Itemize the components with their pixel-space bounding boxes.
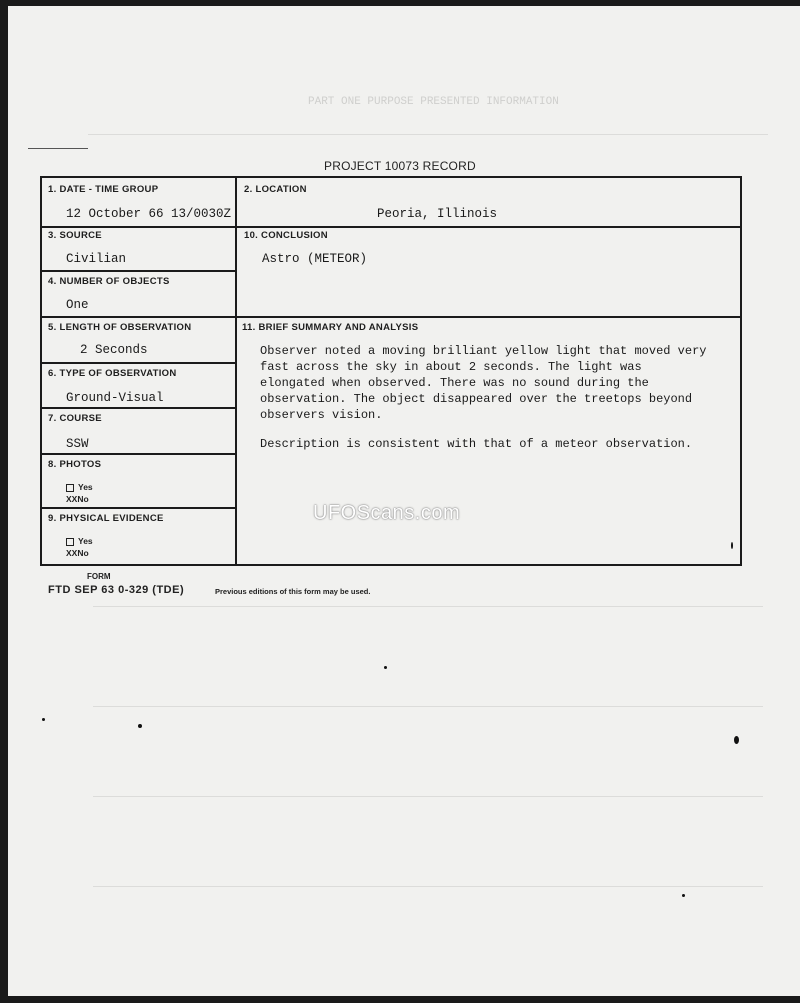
row-divider bbox=[42, 407, 235, 409]
length-of-observation-label: 5. LENGTH OF OBSERVATION bbox=[48, 322, 192, 333]
document-page bbox=[8, 6, 800, 996]
photos-yes-option: Yes bbox=[66, 482, 93, 492]
row-divider bbox=[42, 453, 235, 455]
row-divider bbox=[42, 270, 235, 272]
type-of-observation-label: 6. TYPE OF OBSERVATION bbox=[48, 368, 177, 379]
footer-note: Previous editions of this form may be used. bbox=[215, 587, 371, 596]
edge-mark bbox=[28, 148, 88, 149]
physical-evidence-yes-option: Yes bbox=[66, 536, 93, 546]
type-of-observation-value: Ground-Visual bbox=[66, 391, 164, 405]
ink-speck bbox=[682, 894, 685, 897]
bleed-through-line bbox=[93, 886, 763, 887]
ink-speck bbox=[734, 736, 739, 744]
summary-line: observers vision. bbox=[260, 408, 383, 422]
brief-summary-text bbox=[260, 343, 742, 423]
source-value: Civilian bbox=[66, 252, 127, 266]
location-value: Peoria, Illinois bbox=[377, 207, 498, 221]
footer-form-label: FORM bbox=[87, 572, 111, 581]
row-divider bbox=[42, 507, 235, 509]
ink-speck bbox=[731, 542, 733, 549]
bleed-through-line bbox=[93, 606, 763, 607]
checkbox-icon bbox=[66, 538, 74, 546]
photos-no-option: XXNo bbox=[66, 494, 89, 504]
location-label: 2. LOCATION bbox=[244, 184, 307, 195]
bleed-through-heading: PART ONE PURPOSE PRESENTED INFORMATION bbox=[308, 96, 559, 108]
ink-speck bbox=[384, 666, 387, 669]
typed-x-mark: XX bbox=[66, 548, 78, 558]
photos-label: 8. PHOTOS bbox=[48, 459, 102, 470]
row-divider bbox=[42, 316, 740, 318]
summary-line: elongated when observed. There was no sound during the bbox=[260, 376, 649, 390]
number-of-objects-label: 4. NUMBER OF OBJECTS bbox=[48, 276, 170, 287]
summary-line: observation. The object disappeared over the treetops beyond bbox=[260, 392, 693, 406]
number-of-objects-value: One bbox=[66, 298, 89, 312]
ink-speck bbox=[138, 724, 142, 728]
conclusion-label: 10. CONCLUSION bbox=[244, 230, 328, 241]
brief-summary-label: 11. BRIEF SUMMARY AND ANALYSIS bbox=[242, 322, 419, 333]
bleed-through-line bbox=[93, 706, 763, 707]
form-title: PROJECT 10073 RECORD bbox=[324, 159, 476, 173]
bleed-through-line bbox=[93, 796, 763, 797]
conclusion-value: Astro (METEOR) bbox=[262, 252, 368, 266]
bleed-through-line bbox=[88, 134, 768, 135]
date-time-group-label: 1. DATE - TIME GROUP bbox=[48, 184, 159, 195]
analysis-description: Description is consistent with that of a meteor observation. bbox=[260, 437, 693, 451]
length-of-observation-value: 2 Seconds bbox=[80, 343, 148, 357]
checkbox-icon bbox=[66, 484, 74, 492]
typed-x-mark: XX bbox=[66, 494, 78, 504]
source-label: 3. SOURCE bbox=[48, 230, 102, 241]
footer-form-id: FTD SEP 63 0-329 (TDE) bbox=[48, 584, 185, 596]
physical-evidence-label: 9. PHYSICAL EVIDENCE bbox=[48, 513, 164, 524]
summary-line: Observer noted a moving brilliant yellow light that moved very bbox=[260, 344, 707, 358]
course-value: SSW bbox=[66, 437, 89, 451]
physical-evidence-no-option: XXNo bbox=[66, 548, 89, 558]
ink-speck bbox=[42, 718, 45, 721]
column-divider bbox=[235, 178, 237, 564]
summary-line: fast across the sky in about 2 seconds. The light was bbox=[260, 360, 642, 374]
row-divider bbox=[42, 362, 235, 364]
watermark: UFOScans.com bbox=[313, 502, 461, 524]
date-time-group-value: 12 October 66 13/0030Z bbox=[66, 207, 232, 221]
row-divider bbox=[42, 226, 740, 228]
course-label: 7. COURSE bbox=[48, 413, 102, 424]
